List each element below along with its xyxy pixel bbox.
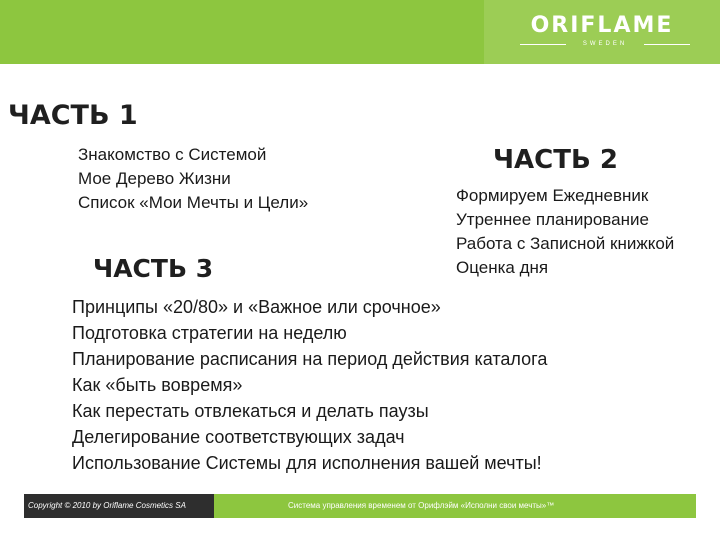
part-1-heading: ЧАСТЬ 1 — [8, 100, 138, 131]
part-2-heading: ЧАСТЬ 2 — [493, 145, 618, 175]
part-3-heading: ЧАСТЬ 3 — [93, 254, 214, 283]
copyright-text: Copyright © 2010 by Oriflame Cosmetics SA — [28, 501, 186, 510]
logo-rule-right — [644, 44, 690, 45]
list-item: Утреннее планирование — [456, 210, 649, 229]
part-2-list — [456, 184, 674, 280]
list-item: Как перестать отвлекаться и делать паузы — [72, 401, 429, 421]
footer-copyright-block — [24, 494, 214, 518]
footer-title: Система управления временем от Орифлэйм «Исполни свои мечты»™ — [288, 501, 555, 510]
list-item: Оценка дня — [456, 258, 549, 277]
footer-bar — [24, 494, 696, 518]
list-item: Мое Дерево Жизни — [78, 169, 231, 188]
list-item: Как «быть вовремя» — [72, 375, 243, 395]
list-item: Подготовка стратегии на неделю — [72, 323, 347, 343]
list-item: Использование Системы для исполнения вашей мечты! — [72, 453, 542, 473]
list-item: Работа с Записной книжкой — [456, 234, 675, 253]
logo-subtitle: SWEDEN — [582, 41, 628, 47]
list-item: Принципы «20/80» и «Важное или срочное» — [72, 297, 441, 317]
logo-wordmark: ORIFLAME — [530, 13, 674, 38]
part-1-list — [78, 143, 308, 215]
logo-subtitle-row — [520, 41, 690, 49]
list-item: Список «Мои Мечты и Цели» — [78, 193, 309, 212]
oriflame-logo — [484, 0, 720, 64]
list-item: Формируем Ежедневник — [456, 186, 649, 205]
logo-rule-left — [520, 44, 566, 45]
header-bar — [0, 0, 720, 64]
list-item: Знакомство с Системой — [78, 145, 267, 164]
list-item: Делегирование соответствующих задач — [72, 427, 405, 447]
list-item: Планирование расписания на период действия каталога — [72, 349, 548, 369]
part-3-list — [72, 294, 547, 476]
